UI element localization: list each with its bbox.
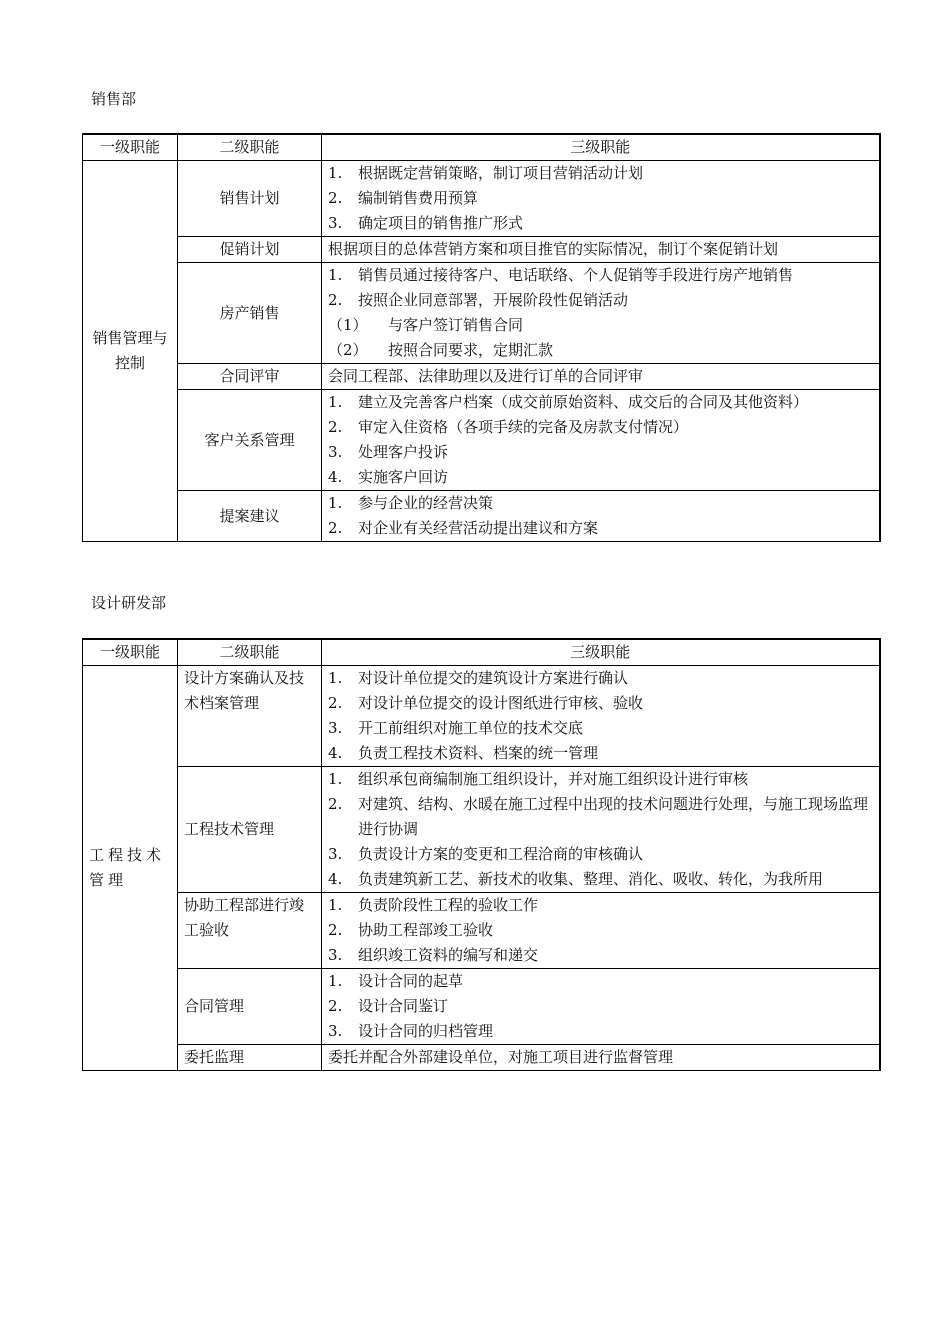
- list-item: [328, 842, 873, 867]
- table-header-row: [83, 639, 880, 666]
- level2-function-cell: 销售计划: [178, 161, 322, 237]
- header-level2: 二级职能: [178, 639, 322, 666]
- table-row: [83, 237, 880, 263]
- item-number: 1.: [328, 972, 343, 990]
- item-number: 2.: [328, 418, 343, 436]
- table-row: [83, 390, 880, 491]
- item-text: 建立及完善客户档案（成交前原始资料、成交后的合同及其他资料）: [358, 393, 809, 411]
- level3-function-cell: [322, 767, 880, 893]
- header-level3: 三级职能: [322, 134, 880, 161]
- table-row: [83, 1045, 880, 1071]
- level2-function-cell: 合同管理: [178, 969, 322, 1045]
- table-row: [83, 263, 880, 364]
- header-level2: 二级职能: [178, 134, 322, 161]
- item-text: 根据既定营销策略，制订项目营销活动计划: [358, 164, 644, 182]
- list-item: [328, 338, 873, 363]
- level3-function-cell: [322, 893, 880, 969]
- item-text: 对设计单位提交的建筑设计方案进行确认: [358, 669, 629, 687]
- level2-function-cell: 委托监理: [178, 1045, 322, 1071]
- item-number: （2）: [328, 341, 368, 359]
- list-item: [328, 969, 873, 994]
- list-item: [328, 465, 873, 490]
- level2-function-cell: 客户关系管理: [178, 390, 322, 491]
- list-item: [328, 415, 873, 440]
- list-item: [328, 716, 873, 741]
- item-text: 实施客户回访: [358, 468, 449, 486]
- list-item: [328, 263, 873, 288]
- item-number: 2.: [328, 997, 343, 1015]
- level2-function-cell: 提案建议: [178, 491, 322, 542]
- list-item: [328, 792, 873, 842]
- section-title-design: 设计研发部: [91, 594, 167, 612]
- level3-item-list: [328, 666, 873, 766]
- item-text: 确定项目的销售推广形式: [358, 214, 524, 232]
- item-number: 1.: [328, 494, 343, 512]
- level3-function-cell: 根据项目的总体营销方案和项目推官的实际情况，制订个案促销计划: [322, 237, 880, 263]
- item-number: 2.: [328, 519, 343, 537]
- list-item: [328, 893, 873, 918]
- table-row: [83, 893, 880, 969]
- level2-function-cell: 合同评审: [178, 364, 322, 390]
- level2-function-cell: 房产销售: [178, 263, 322, 364]
- list-item: [328, 211, 873, 236]
- list-item: [328, 691, 873, 716]
- item-text: 处理客户投诉: [358, 443, 449, 461]
- list-item: [328, 918, 873, 943]
- item-text: 负责工程技术资料、档案的统一管理: [358, 744, 599, 762]
- list-item: [328, 491, 873, 516]
- item-text: 与客户签订销售合同: [388, 316, 524, 334]
- list-item: [328, 867, 873, 892]
- level3-item-list: [328, 161, 873, 236]
- list-item: [328, 288, 873, 313]
- item-text: 审定入住资格（各项手续的完备及房款支付情况）: [358, 418, 689, 436]
- sales-function-table: [82, 133, 881, 542]
- item-text: 设计合同的起草: [358, 972, 464, 990]
- level1-function-cell: 销售管理与控制: [83, 161, 178, 542]
- level3-item-list: [328, 491, 873, 541]
- header-level3: 三级职能: [322, 639, 880, 666]
- level3-item-list: [328, 893, 873, 968]
- level2-function-cell: 协助工程部进行竣工验收: [178, 893, 322, 969]
- level3-function-cell: 会同工程部、法律助理以及进行订单的合同评审: [322, 364, 880, 390]
- list-item: [328, 741, 873, 766]
- level2-function-cell: 工程技术管理: [178, 767, 322, 893]
- item-text: 组织竣工资料的编写和递交: [358, 946, 539, 964]
- item-number: 4.: [328, 870, 343, 888]
- item-number: 3.: [328, 1022, 343, 1040]
- item-number: 2.: [328, 189, 343, 207]
- item-text: 协助工程部竣工验收: [358, 921, 494, 939]
- item-text: 负责建筑新工艺、新技术的收集、整理、消化、吸收、转化，为我所用: [358, 870, 824, 888]
- item-number: 1.: [328, 164, 343, 182]
- item-number: 3.: [328, 443, 343, 461]
- item-number: 4.: [328, 744, 343, 762]
- item-number: 3.: [328, 946, 343, 964]
- item-text: 开工前组织对施工单位的技术交底: [358, 719, 584, 737]
- level1-function-cell: 工程技术管理: [83, 666, 178, 1071]
- table-row: [83, 491, 880, 542]
- item-number: 3.: [328, 845, 343, 863]
- header-level1: 一级职能: [83, 134, 178, 161]
- level3-item-list: [328, 969, 873, 1044]
- level3-function-cell: 委托并配合外部建设单位，对施工项目进行监督管理: [322, 1045, 880, 1071]
- item-number: 2.: [328, 694, 343, 712]
- item-number: 3.: [328, 719, 343, 737]
- item-number: 1.: [328, 266, 343, 284]
- header-level1: 一级职能: [83, 639, 178, 666]
- item-text: 负责设计方案的变更和工程洽商的审核确认: [358, 845, 644, 863]
- item-number: 1.: [328, 393, 343, 411]
- level2-function-cell: 促销计划: [178, 237, 322, 263]
- item-number: 1.: [328, 770, 343, 788]
- item-number: 2.: [328, 291, 343, 309]
- list-item: [328, 767, 873, 792]
- item-text: 负责阶段性工程的验收工作: [358, 896, 539, 914]
- item-text: 组织承包商编制施工组织设计，并对施工组织设计进行审核: [358, 770, 749, 788]
- level3-function-cell: [322, 666, 880, 767]
- item-text: 设计合同的归档管理: [358, 1022, 494, 1040]
- list-item: [328, 943, 873, 968]
- item-number: （1）: [328, 316, 368, 334]
- level3-function-cell: [322, 390, 880, 491]
- level3-function-cell: [322, 263, 880, 364]
- level3-function-cell: [322, 969, 880, 1045]
- level2-function-cell: 设计方案确认及技术档案管理: [178, 666, 322, 767]
- level3-function-cell: [322, 491, 880, 542]
- item-text: 按照合同要求，定期汇款: [388, 341, 554, 359]
- item-number: 2.: [328, 921, 343, 939]
- item-text: 销售员通过接待客户、电话联络、个人促销等手段进行房产地销售: [358, 266, 794, 284]
- section-title-sales: 销售部: [91, 90, 137, 108]
- item-text: 对建筑、结构、水暖在施工过程中出现的技术问题进行处理，与施工现场监理进行协调: [358, 795, 869, 838]
- item-number: 2.: [328, 795, 343, 813]
- list-item: [328, 161, 873, 186]
- item-text: 对设计单位提交的设计图纸进行审核、验收: [358, 694, 644, 712]
- table-row: [83, 161, 880, 237]
- table-row: [83, 969, 880, 1045]
- list-item: [328, 666, 873, 691]
- item-text: 按照企业同意部署，开展阶段性促销活动: [358, 291, 629, 309]
- table-row: [83, 767, 880, 893]
- item-number: 4.: [328, 468, 343, 486]
- table-header-row: [83, 134, 880, 161]
- list-item: [328, 994, 873, 1019]
- item-text: 设计合同鉴订: [358, 997, 449, 1015]
- list-item: [328, 390, 873, 415]
- item-number: 1.: [328, 896, 343, 914]
- level3-item-list: [328, 263, 873, 363]
- list-item: [328, 516, 873, 541]
- level3-item-list: [328, 767, 873, 892]
- level3-function-cell: [322, 161, 880, 237]
- design-function-table: [82, 638, 881, 1071]
- table-row: [83, 364, 880, 390]
- item-text: 参与企业的经营决策: [358, 494, 494, 512]
- list-item: [328, 313, 873, 338]
- list-item: [328, 440, 873, 465]
- list-item: [328, 1019, 873, 1044]
- item-text: 对企业有关经营活动提出建议和方案: [358, 519, 599, 537]
- level3-item-list: [328, 390, 873, 490]
- item-text: 编制销售费用预算: [358, 189, 479, 207]
- list-item: [328, 186, 873, 211]
- item-number: 1.: [328, 669, 343, 687]
- table-row: [83, 666, 880, 767]
- item-number: 3.: [328, 214, 343, 232]
